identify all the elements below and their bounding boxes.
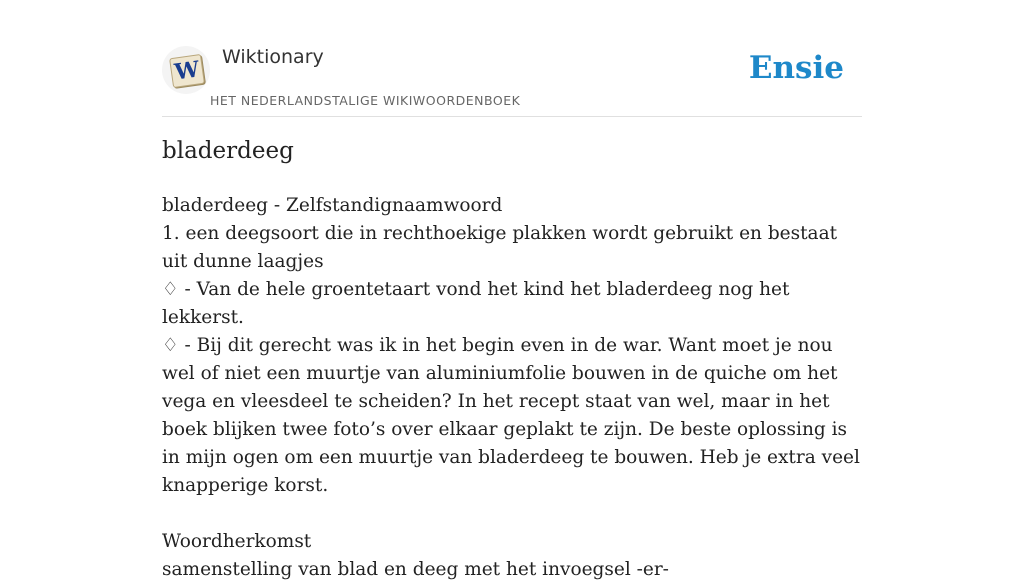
site-name[interactable]: Wiktionary — [222, 46, 324, 68]
wiktionary-logo-icon[interactable] — [162, 46, 210, 94]
etymology-heading: Woordherkomst — [162, 531, 312, 552]
entry-heading: bladerdeeg - Zelfstandignaamwoord — [162, 195, 503, 216]
entry-content — [162, 192, 862, 584]
ensie-brand-logo[interactable]: Ensie — [748, 50, 844, 86]
logo-letter: W — [172, 56, 202, 86]
site-header — [162, 40, 862, 117]
example-sentence: ♢ - Bij dit gerecht was ik in het begin even in de war. Want moet je nou wel of niet een muurtje van aluminiumfolie bouwen in de quiche om het vega en vleesdeel te scheiden? In het recept staat van wel, maar in het boek blijken twee foto’s over elkaar geplakt te zijn. De beste oplossing is in mijn ogen om een muurtje van bladerdeeg te bouwen. Heb je extra veel knapperige korst. — [162, 335, 860, 496]
example-sentence: ♢ - Van de hele groentetaart vond het kind het bladerdeeg nog het lekkerst. — [162, 279, 790, 328]
spacer — [162, 500, 862, 528]
site-tagline: HET NEDERLANDSTALIGE WIKIWOORDENBOEK — [210, 93, 521, 108]
entry-definition: 1. een deegsoort die in rechthoekige plakken wordt gebruikt en bestaat uit dunne laagjes — [162, 223, 838, 272]
logo-tile — [169, 54, 205, 88]
page-title: bladerdeeg — [162, 138, 294, 164]
etymology-text: samenstelling van blad en deeg met het invoegsel -er- — [162, 559, 669, 580]
